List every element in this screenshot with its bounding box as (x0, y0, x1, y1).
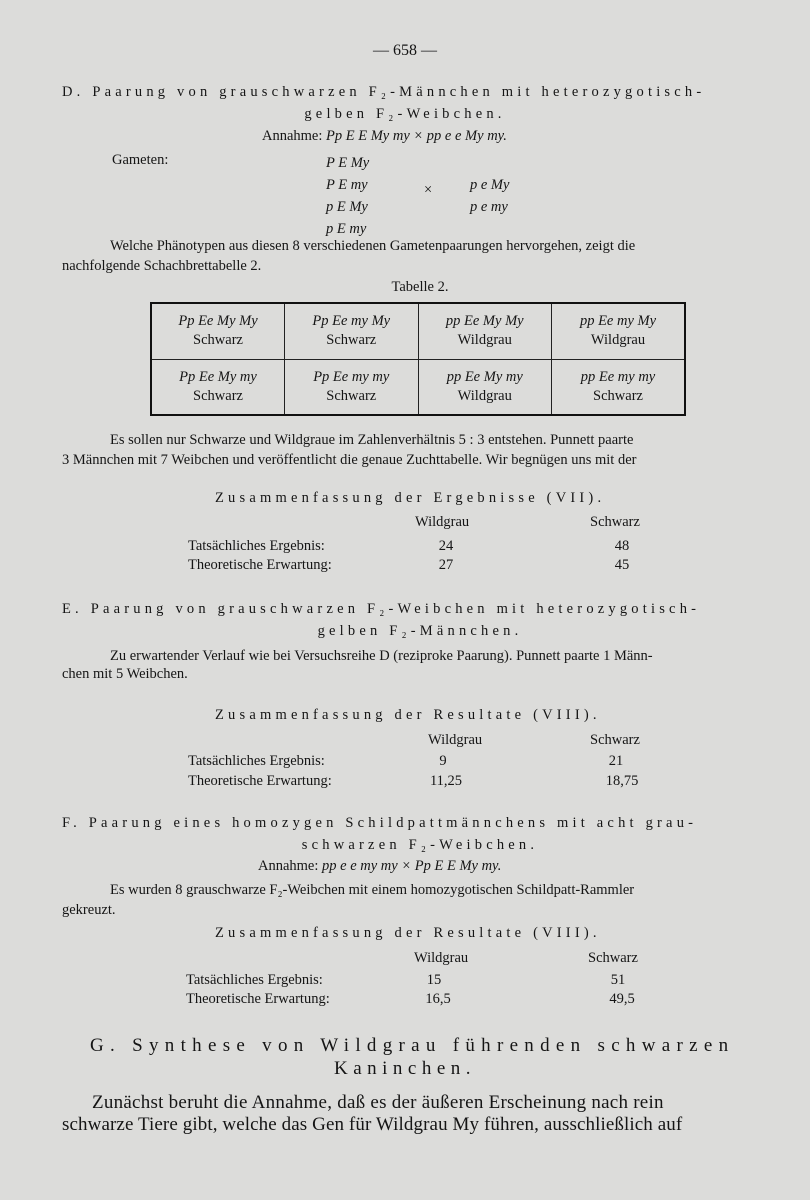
section-g-text-line1: Zunächst beruht die Annahme, daß es der äußeren Erscheinung nach rein (92, 1092, 664, 1113)
value-cell: 9 (439, 753, 447, 769)
value-cell: 49,5 (609, 991, 635, 1007)
section-d-text-line2: nachfolgende Schachbrettabelle 2. (62, 258, 262, 274)
annahme-formula: Pp E E My my × pp e e My my. (326, 128, 507, 144)
section-f-text-line1: Es wurden 8 grauschwarze F₂-Weibchen mit einem homozygotischen Schildpatt-Rammler (110, 882, 635, 898)
value-cell: 45 (614, 557, 630, 573)
value-cell: 48 (614, 538, 630, 554)
section-d-annahme (262, 128, 507, 145)
phenotype: Schwarz (193, 387, 243, 404)
row-label-expected: Theoretische Erwartung: (188, 557, 332, 573)
section-f-heading-line2: schwarzen F₂-Weibchen. (301, 837, 539, 853)
table-cell (552, 359, 686, 415)
section-g-heading-line1: G. Synthese von Wildgrau führenden schwarzen (90, 1035, 735, 1056)
phenotype: Wildgrau (590, 332, 646, 349)
summary-title-viii: Zusammenfassung der Resultate (VIII). (215, 707, 601, 723)
section-d-after-line1: Es sollen nur Schwarze und Wildgraue im Zahlenverhältnis 5 : 3 entstehen. Punnett paarte (110, 432, 634, 448)
gametes-right-list (470, 174, 509, 218)
annahme-label: Annahme: (258, 858, 319, 874)
value-cell: 51 (610, 972, 626, 988)
gamete-item: P E my (326, 177, 368, 193)
phenotype: Schwarz (193, 332, 243, 349)
summary-title-viii-f: Zusammenfassung der Resultate (VIII). (215, 925, 601, 941)
table-cell (285, 303, 419, 359)
row-label-actual: Tatsächliches Ergebnis: (186, 972, 323, 988)
col-header-schwarz: Schwarz (590, 732, 640, 748)
gametes-left-list (326, 152, 369, 240)
phenotype: Wildgrau (457, 387, 512, 404)
section-e-heading-line1: E. Paarung von grauschwarzen F₂-Weibchen mit heterozygotisch- (62, 601, 701, 617)
value-cell: 16,5 (425, 991, 451, 1007)
section-d-text-line1: Welche Phänotypen aus diesen 8 verschiedenen Gametenpaarungen hervorgehen, zeigt die (110, 238, 636, 254)
table-cell (418, 303, 552, 359)
section-d-heading-line2: gelben F₂-Weibchen. (304, 106, 506, 122)
gameten-label: Gameten: (112, 152, 169, 168)
col-header-wildgrau: Wildgrau (428, 732, 483, 748)
genotype: Pp Ee my My (312, 313, 391, 330)
annahme-formula: pp e e my my × Pp E E My my. (322, 858, 502, 874)
gamete-item: p e my (470, 199, 508, 215)
section-e-text-line2: chen mit 5 Weibchen. (62, 666, 188, 682)
section-f-text-line2: gekreuzt. (62, 902, 116, 918)
value-cell: 24 (438, 538, 454, 554)
section-f-annahme (258, 858, 501, 875)
table-cell (151, 303, 285, 359)
table-cell (552, 303, 686, 359)
phenotype: Schwarz (326, 332, 377, 349)
table-cell (285, 359, 419, 415)
value-cell: 27 (438, 557, 454, 573)
genotype: pp Ee my my (580, 368, 656, 385)
section-g-heading-line2: Kaninchen. (333, 1058, 477, 1079)
row-label-expected: Theoretische Erwartung: (186, 991, 330, 1007)
genotype: pp Ee My my (446, 368, 523, 385)
value-cell: 11,25 (429, 773, 463, 789)
phenotype: Schwarz (593, 387, 643, 404)
genotype: Pp Ee My my (179, 368, 257, 385)
section-e-text-line1: Zu erwartender Verlauf wie bei Versuchsreihe D (reziproke Paarung). Punnett paarte 1 Männ- (110, 648, 653, 664)
col-header-schwarz: Schwarz (590, 514, 640, 530)
section-e-heading-line2: gelben F₂-Männchen. (317, 623, 523, 639)
section-d-heading-line1: D. Paarung von grauschwarzen F₂-Männchen mit heterozygotisch- (62, 84, 706, 100)
phenotype: Schwarz (326, 387, 377, 404)
table-row (151, 359, 685, 415)
row-label-actual: Tatsächliches Ergebnis: (188, 538, 325, 554)
summary-title-vii: Zusammenfassung der Ergebnisse (VII). (215, 490, 606, 506)
gamete-item: p e My (470, 177, 510, 193)
gamete-item: P E My (326, 155, 370, 171)
checkerboard-table (150, 302, 686, 416)
table-cell (418, 359, 552, 415)
section-d-after-line2: 3 Männchen mit 7 Weibchen und veröffentlicht die genaue Zuchttabelle. Wir begnügen uns mit der (62, 452, 637, 468)
table-title: Tabelle 2. (391, 279, 449, 295)
gamete-item: p E My (326, 199, 368, 215)
genotype: Pp Ee My My (178, 313, 258, 330)
genotype: pp Ee My My (445, 313, 524, 330)
row-label-actual: Tatsächliches Ergebnis: (188, 753, 325, 769)
annahme-label: Annahme: (262, 128, 323, 144)
gamete-item: p E my (326, 221, 367, 237)
value-cell: 18,75 (605, 773, 639, 789)
table-row (151, 303, 685, 359)
row-label-expected: Theoretische Erwartung: (188, 773, 332, 789)
table-cell (151, 359, 285, 415)
section-f-heading-line1: F. Paarung eines homozygen Schildpattmännchens mit acht grau- (62, 815, 698, 831)
col-header-wildgrau: Wildgrau (414, 950, 469, 966)
genotype: pp Ee my My (579, 313, 657, 330)
value-cell: 15 (426, 972, 442, 988)
col-header-schwarz: Schwarz (588, 950, 638, 966)
section-g-text-line2: schwarze Tiere gibt, welche das Gen für Wildgrau My führen, ausschließlich auf (62, 1114, 683, 1135)
col-header-wildgrau: Wildgrau (415, 514, 470, 530)
phenotype: Wildgrau (457, 332, 512, 349)
value-cell: 21 (608, 753, 624, 769)
cross-symbol: × (424, 182, 433, 198)
genotype: Pp Ee my my (313, 368, 390, 385)
page-number: — 658 — (373, 42, 437, 59)
